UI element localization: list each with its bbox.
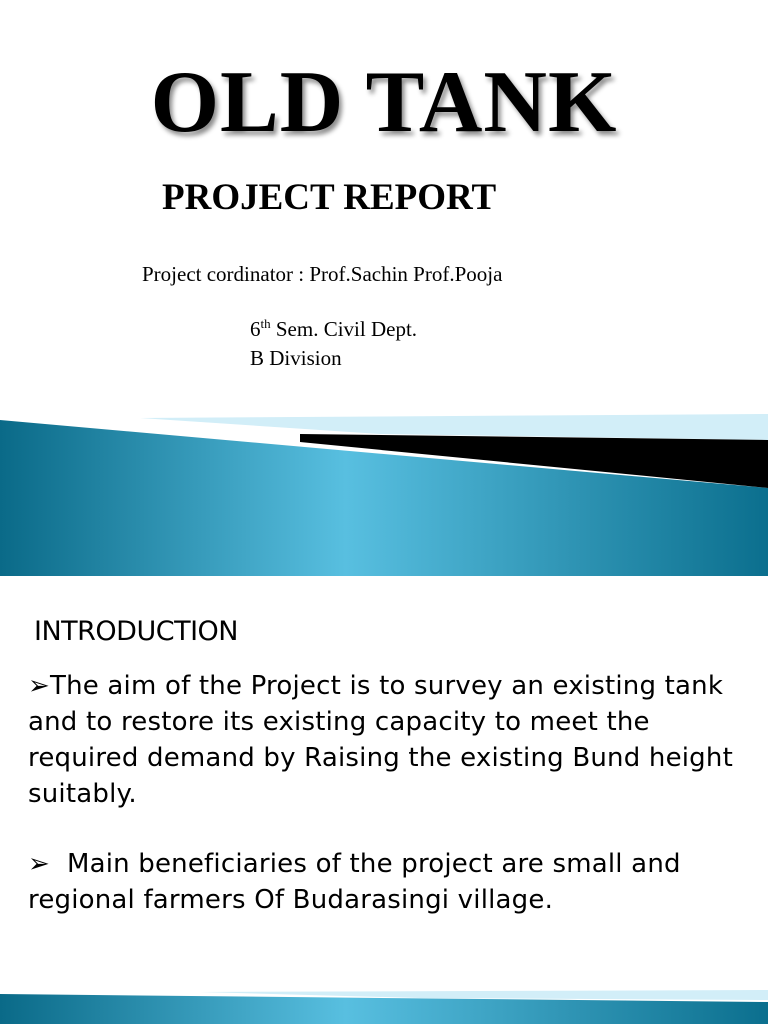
- paragraph-text: Main beneficiaries of the project are small and regional farmers Of Budarasingi village.: [28, 849, 681, 915]
- coordinator-line: Project cordinator : Prof.Sachin Prof.Pooja: [142, 262, 503, 286]
- section-heading: INTRODUCTION: [34, 616, 238, 647]
- division-line: B Division: [250, 346, 342, 370]
- introduction-slide: [0, 576, 768, 1024]
- semester-number: 6: [250, 317, 261, 341]
- decorative-band-bottom: [0, 576, 768, 1024]
- paragraph-text: The aim of the Project is to survey an existing tank and to restore its existing capacity to meet the required demand by Raising the existing Bund height suitably.: [28, 671, 733, 809]
- semester-suffix: th: [260, 316, 271, 331]
- arrow-bullet-icon: ➢: [28, 671, 50, 701]
- arrow-bullet-icon: ➢: [28, 849, 50, 879]
- semester-text: Sem. Civil Dept.: [270, 317, 418, 341]
- slide-title: OLD TANK: [150, 54, 618, 151]
- slide-subtitle: PROJECT REPORT: [162, 177, 497, 218]
